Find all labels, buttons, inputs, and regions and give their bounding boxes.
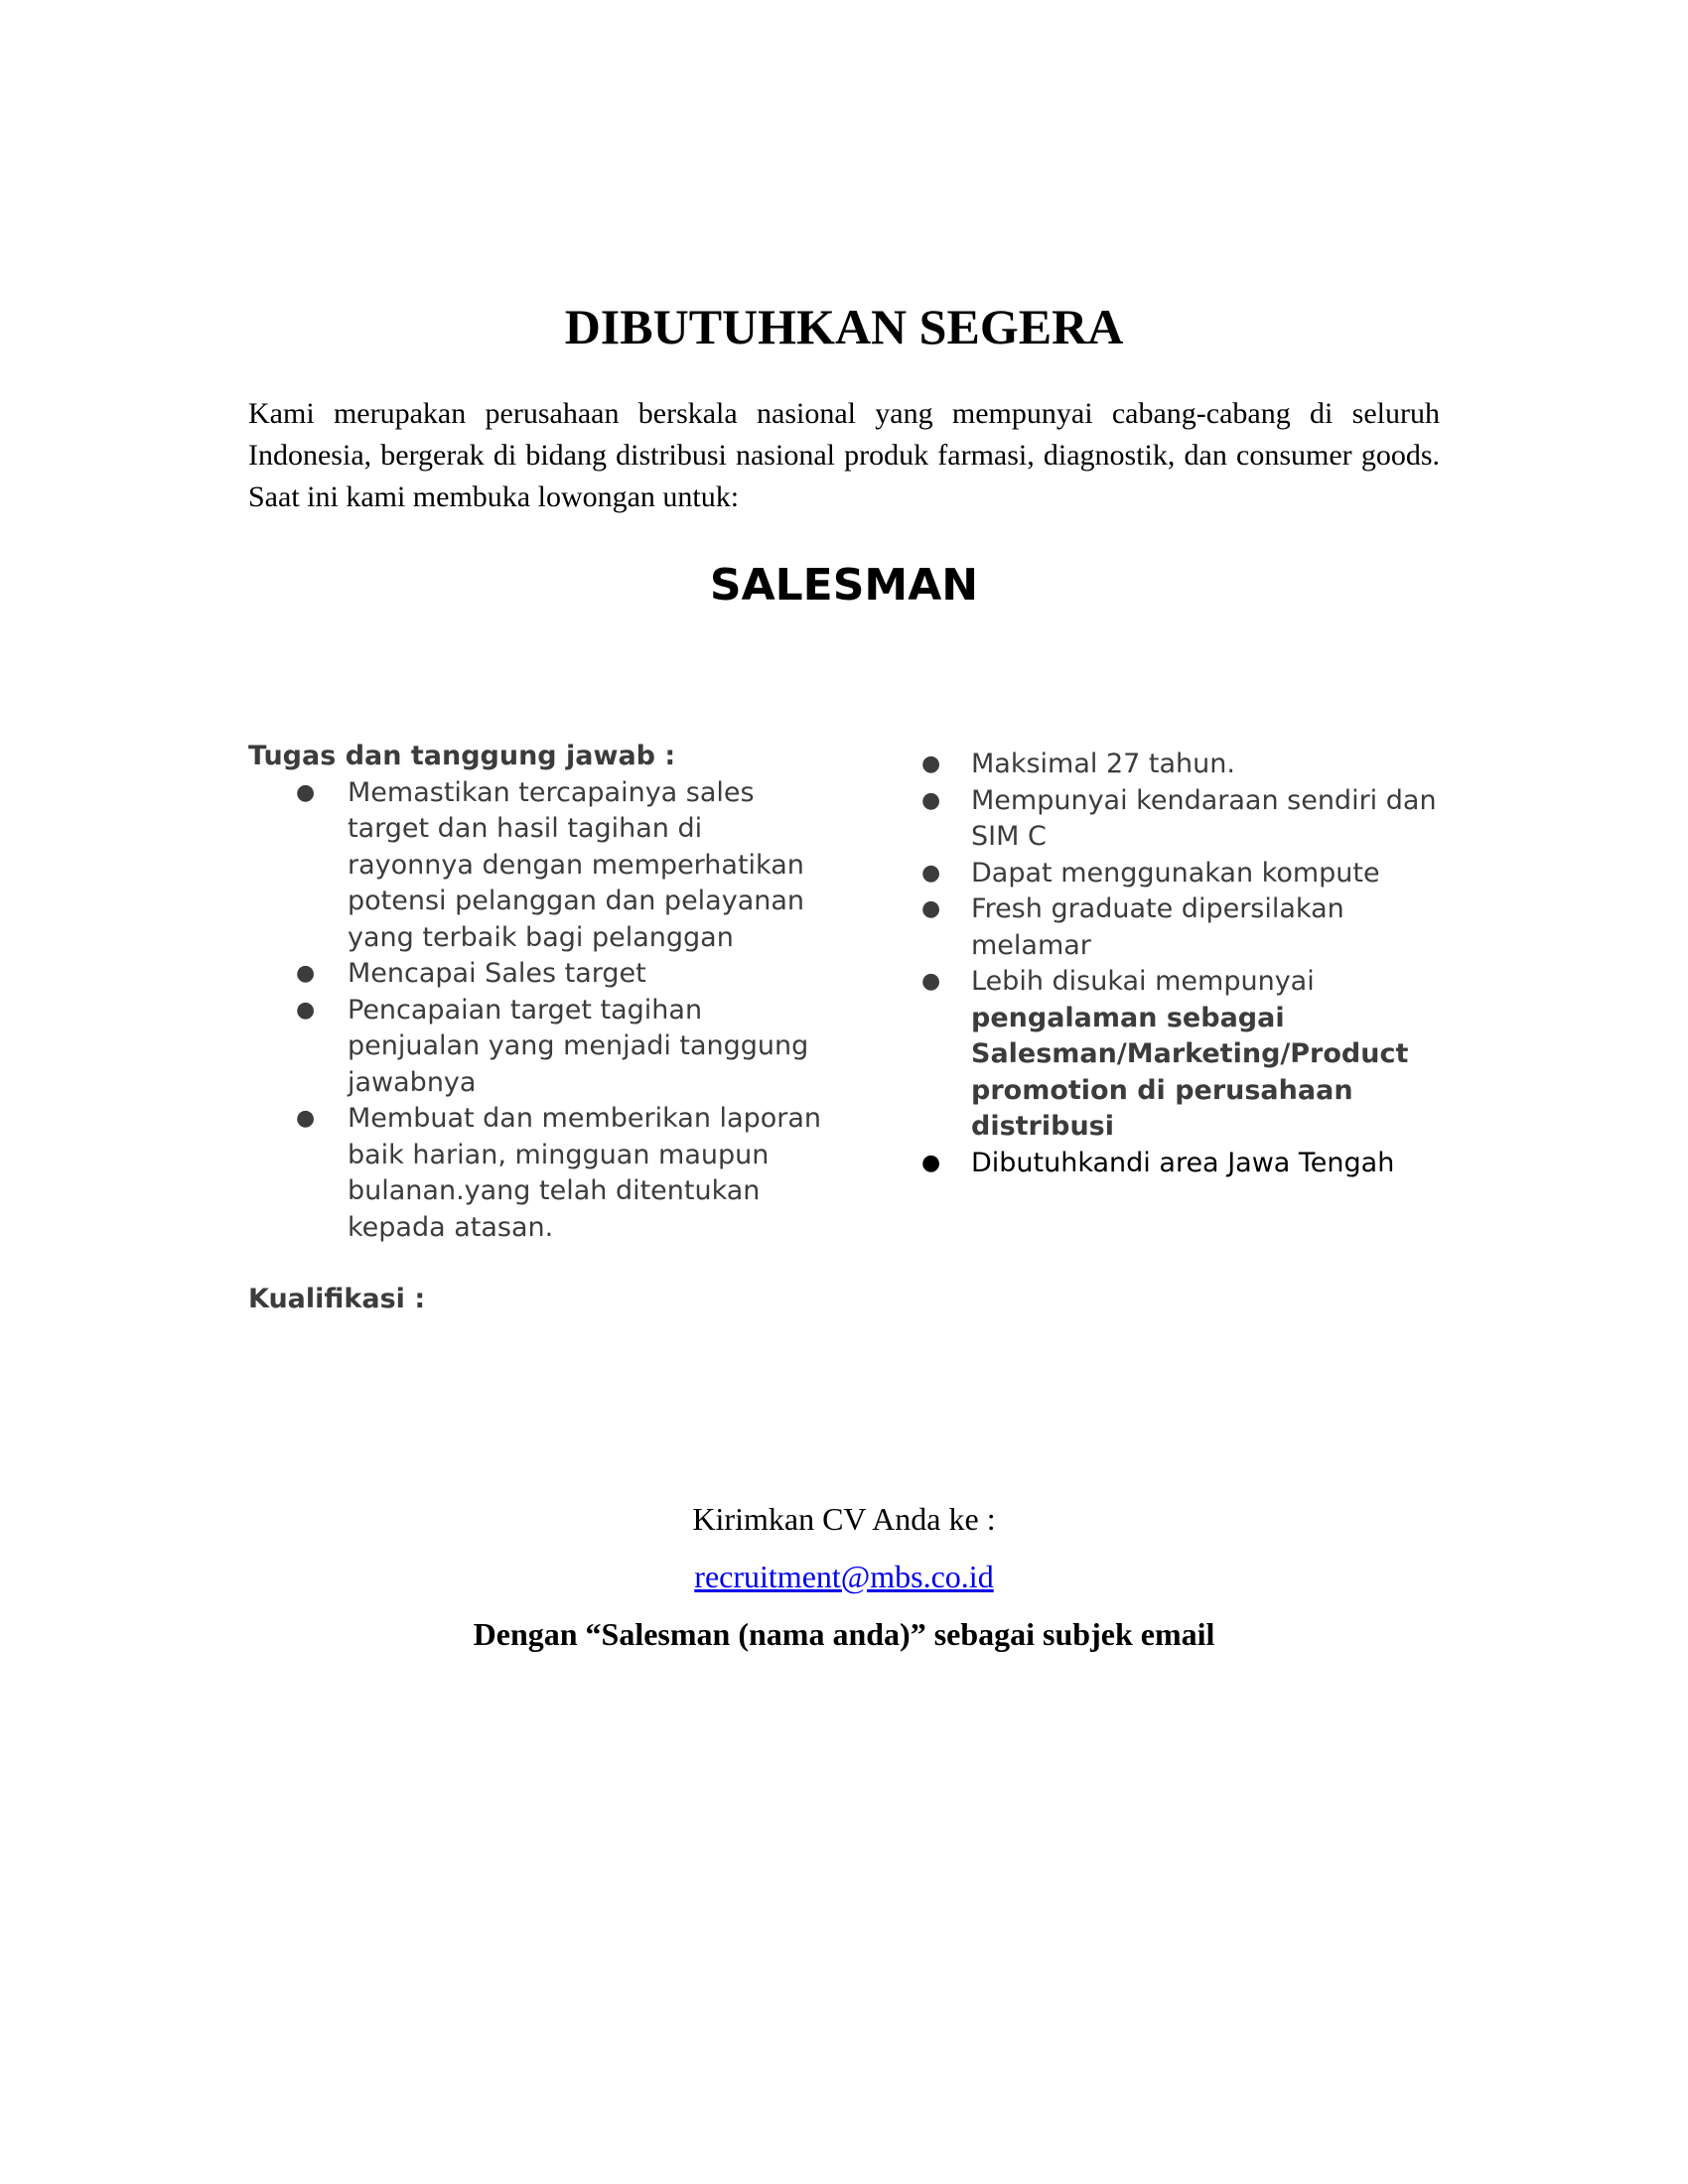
subject-note: Dengan “Salesman (nama anda)” sebagai subjek email (473, 1616, 1215, 1652)
qualification-text: Mempunyai kendaraan sendiri dan SIM C (971, 784, 1437, 852)
list-item (914, 856, 1450, 892)
page-title: DIBUTUHKAN SEGERA (564, 299, 1124, 354)
experience-bold: pengalaman sebagai Salesman/Marketing/Product promotion di perusahaan distribusi (971, 1002, 1409, 1142)
bullet-icon: ● (921, 787, 941, 813)
list-item (248, 1101, 824, 1246)
area-text: Dibutuhkandi area Jawa Tengah (971, 1147, 1395, 1178)
duty-text: Memastikan tercapainya sales target dan hasil tagihan di rayonnya dengan memperhatikan potensi pelanggan dan pelayanan yang terbaik bagi pelanggan (348, 776, 805, 953)
duties-list (248, 775, 824, 1247)
intro-paragraph: Kami merupakan perusahaan berskala nasional yang mempunyai cabang-cabang di seluruh Indonesia, bergerak di bidang distribusi nasional produk farmasi, diagnostik, dan consumer goods. Saat ini kami membuka lowongan untuk: (248, 397, 1440, 513)
qualification-text: Maksimal 27 tahun. (971, 749, 1235, 779)
duties-heading: Tugas dan tanggung jawab : (248, 741, 676, 771)
list-item (914, 747, 1450, 783)
send-cv-label: Kirimkan CV Anda ke : (692, 1501, 996, 1537)
bullet-icon: ● (296, 779, 316, 805)
bullet-icon: ● (921, 751, 941, 776)
list-item (248, 956, 824, 993)
bullet-icon: ● (921, 896, 941, 921)
duty-text: Mencapai Sales target (348, 958, 646, 989)
list-item (248, 775, 824, 957)
qualifications-heading: Kualifikasi : (248, 1284, 426, 1314)
position-title: SALESMAN (709, 560, 979, 611)
duty-text: Pencapaian target tagihan penjualan yang menjadi tanggung jawabnya (348, 994, 809, 1098)
list-item (914, 964, 1450, 1146)
email-link[interactable]: recruitment@mbs.co.id (694, 1559, 994, 1594)
qualifications-list (914, 747, 1450, 1181)
list-item (248, 993, 824, 1102)
duty-text: Membuat dan memberikan laporan baik harian, mingguan maupun bulanan.yang telah ditentukan kepada atasan. (348, 1103, 821, 1243)
bullet-icon: ● (296, 997, 316, 1023)
bullet-icon: ● (296, 961, 316, 986)
experience-prefix: Lebih disukai mempunyai (971, 966, 1315, 997)
bullet-icon: ● (921, 969, 941, 994)
qualification-text: Fresh graduate dipersilakan melamar (971, 893, 1344, 961)
qualifications-column (914, 747, 1450, 1181)
bullet-icon: ● (921, 860, 941, 886)
bullet-icon: ● (921, 1150, 941, 1175)
bullet-icon: ● (296, 1106, 316, 1131)
duties-column (248, 739, 824, 1318)
list-item (914, 891, 1450, 964)
list-item (914, 1146, 1450, 1182)
list-item (914, 783, 1450, 856)
qualification-text: Dapat menggunakan kompute (971, 857, 1380, 888)
